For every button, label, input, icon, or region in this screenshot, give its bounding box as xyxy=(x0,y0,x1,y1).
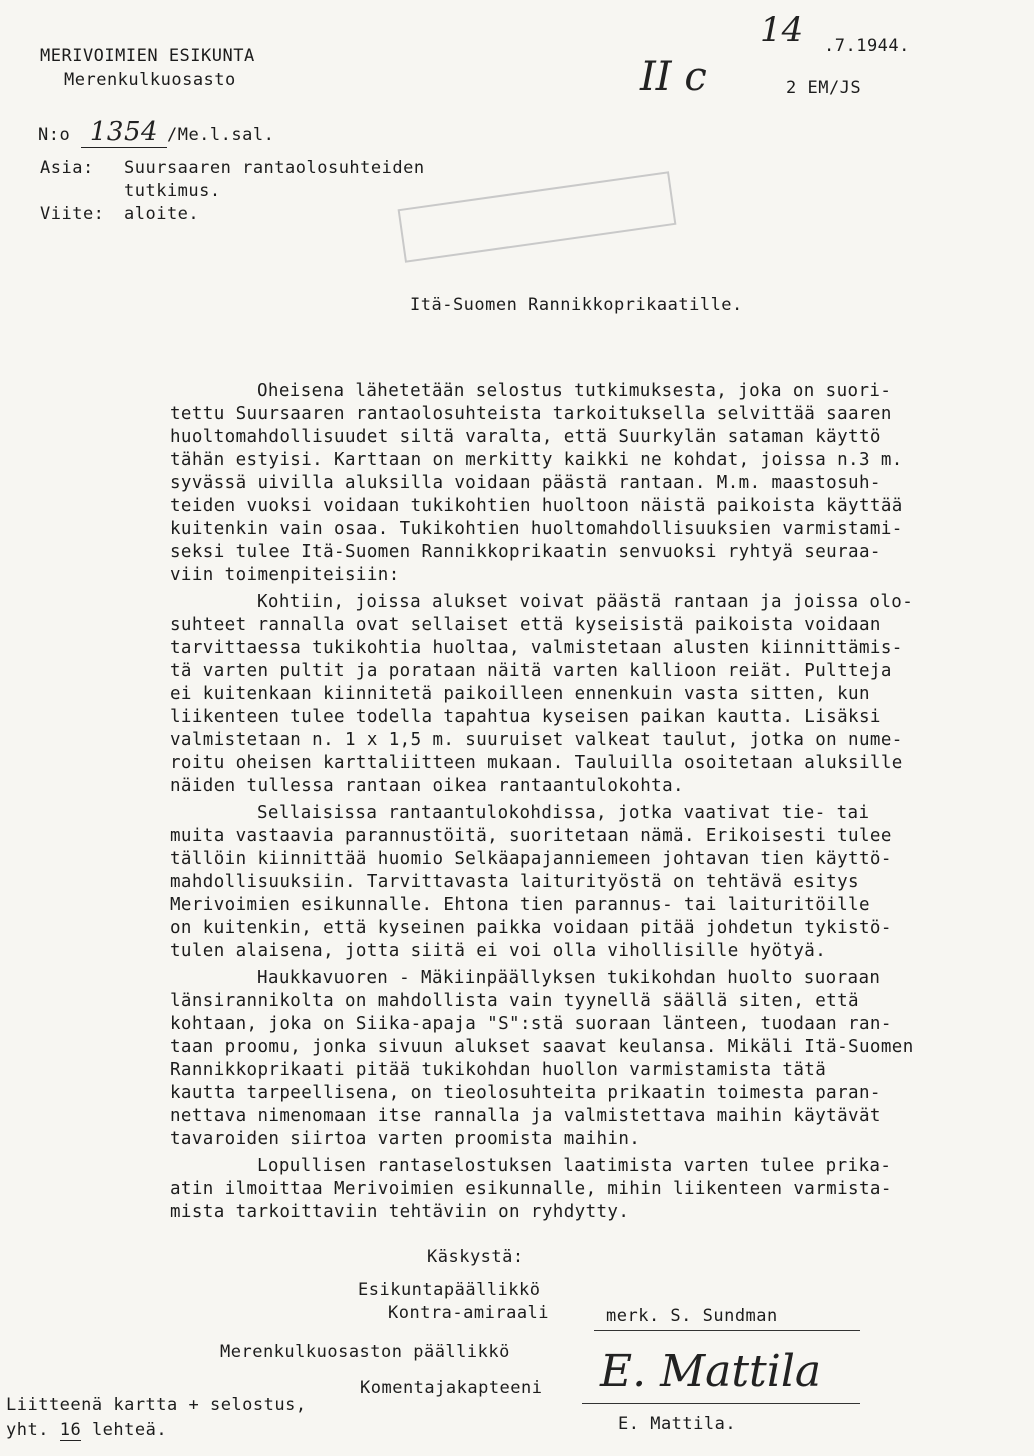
body-line: liikenteen tulee todella tapahtua kyseisen paikan kautta. Lisäksi xyxy=(170,707,881,727)
body-line: syvässä uivilla aluksilla voidaan päästä rantaan. M.m. maastosuh- xyxy=(170,473,881,493)
body-line: tähän estyisi. Karttaan on merkitty kaikki ne kohdat, joissa n.3 m. xyxy=(170,450,903,470)
mattila-typed: E. Mattila. xyxy=(618,1414,737,1434)
viite-value: aloite. xyxy=(124,204,200,224)
kontra-amiraali: Kontra-amiraali xyxy=(388,1303,550,1323)
kaskysta: Käskystä: xyxy=(427,1247,524,1267)
body-line: Kohtiin, joissa alukset voivat päästä rantaan ja joissa olo- xyxy=(257,592,914,612)
body-line: seksi tulee Itä-Suomen Rannikkoprikaatin senvuoksi ryhtyä seuraa- xyxy=(170,542,881,562)
attachment-line2 xyxy=(6,1420,167,1440)
asia-line1: Suursaaren rantaolosuhteiden xyxy=(124,158,425,178)
body-line: valmistetaan n. 1 x 1,5 m. suuruiset valkeat taulut, jotka on nume- xyxy=(170,730,903,750)
no-suffix: /Me.l.sal. xyxy=(166,125,275,145)
attachment-suffix: lehteä. xyxy=(91,1420,168,1440)
body-line: muita vastaavia parannustöitä, suoritetaan nämä. Erikoisesti tulee xyxy=(170,826,892,846)
body-line: Lopullisen rantaselostuksen laatimista varten tulee prika- xyxy=(257,1156,892,1176)
reference-number xyxy=(38,117,274,148)
merenkulku-paallikko: Merenkulkuosaston päällikkö xyxy=(220,1342,510,1362)
body-line: länsirannikolta on mahdollista vain tyynellä säällä siten, että xyxy=(170,991,859,1011)
no-prefix: N:o xyxy=(38,125,71,145)
org-name: MERIVOIMIEN ESIKUNTA xyxy=(40,46,255,66)
body-line: on kuitenkin, että kyseinen paikka voidaan pitää johdetun tykistö- xyxy=(170,918,892,938)
body-line: suhteet rannalla ovat sellaiset että kyseisistä paikoista voidaan xyxy=(170,615,881,635)
body-line: roitu oheisen karttaliitteen mukaan. Tauluilla osoitetaan aluksille xyxy=(170,753,903,773)
org-department: Merenkulkuosasto xyxy=(64,70,236,90)
body-line: Oheisena lähetetään selostus tutkimuksesta, joka on suori- xyxy=(257,381,892,401)
body-line: kuitenkin vain osaa. Tukikohtien huoltomahdollisuuksien varmistami- xyxy=(170,519,903,539)
body-line: nettava nimenomaan itse rannalla ja valmistettava maihin käytävät xyxy=(170,1106,881,1126)
body-line: ei kuitenkaan kiinnitetä paikoilleen ennenkuin vasta sitten, kun xyxy=(170,684,870,704)
no-handwritten: 1354 xyxy=(81,117,167,148)
body-line: kautta tarpeellisena, on tieolosuhteita prikaatin toimesta paran- xyxy=(170,1083,881,1103)
komentajakapteeni: Komentajakapteeni xyxy=(360,1378,543,1398)
asia-line2: tutkimus. xyxy=(124,181,221,201)
body-line: tällöin kiinnittää huomio Selkäapajanniemeen johtavan tien käyttö- xyxy=(170,849,892,869)
body-line: tettu Suursaaren rantaolosuhteista tarkoituksella selvittää saaren xyxy=(170,404,892,424)
body-line: viin toimenpiteisiin: xyxy=(170,565,400,585)
body-line: taan proomu, jonka sivuun alukset saavat keulansa. Mikäli Itä-Suomen xyxy=(170,1037,914,1057)
mattila-handwritten-signature: E. Mattila xyxy=(600,1346,822,1397)
body-line: Merivoimien esikunnalle. Ehtona tien parannus- tai laituritöille xyxy=(170,895,870,915)
sundman-signature: merk. S. Sundman xyxy=(606,1306,778,1326)
body-line: mahdollisuuksiin. Tarvittavasta laiturityöstä on tehtävä esitys xyxy=(170,872,859,892)
body-line: näiden tullessa rantaan oikea rantaantulokohta. xyxy=(170,776,684,796)
body-line: mista tarkoittaviin tehtäviin on ryhdytty. xyxy=(170,1202,630,1222)
attachment-count: 16 xyxy=(59,1420,82,1440)
office-code: 2 EM/JS xyxy=(786,78,862,98)
date-typed: .7.1944. xyxy=(824,36,910,56)
body-line: kohtaan, joka on Siika-apaja "S":stä suoraan länteen, tuodaan ran- xyxy=(170,1014,892,1034)
body-line: huoltomahdollisuudet siltä varalta, että Suurkylän sataman käyttö xyxy=(170,427,881,447)
body-line: Sellaisissa rantaantulokohdissa, jotka vaativat tie- tai xyxy=(257,803,870,823)
attachment-prefix: yht. xyxy=(6,1420,49,1440)
body-line: tavaroiden siirtoa varten proomista maihin. xyxy=(170,1129,641,1149)
body-line: tulen alaisena, jotta siitä ei voi olla vihollisille hyötyä. xyxy=(170,941,827,961)
addressee: Itä-Suomen Rannikkoprikaatille. xyxy=(410,295,743,315)
office-handwritten: II c xyxy=(640,54,707,100)
esikuntapaallikko: Esikuntapäällikkö xyxy=(358,1280,541,1300)
signature-line-sundman xyxy=(594,1330,860,1331)
body-line: Haukkavuoren - Mäkiinpäällyksen tukikohdan huolto suoraan xyxy=(257,968,881,988)
body-line: atin ilmoittaa Merivoimien esikunnalle, mihin liikenteen varmista- xyxy=(170,1179,892,1199)
faint-stamp xyxy=(398,171,677,263)
body-line: tä varten pultit ja porataan näitä varten kallioon reiät. Pultteja xyxy=(170,661,892,681)
body-line: teiden vuoksi voidaan tukikohtien huoltoon näistä paikoista käyttää xyxy=(170,496,903,516)
signature-line-mattila xyxy=(582,1403,860,1404)
body-line: tarvittaessa tukikohtia huoltaa, valmistetaan alusten kiinnittämis- xyxy=(170,638,903,658)
date-handwritten-day: 14 xyxy=(760,10,804,50)
viite-label: Viite: xyxy=(40,204,105,224)
body-line: Rannikkoprikaati pitää tukikohdan huollon varmistamista tätä xyxy=(170,1060,827,1080)
attachment-line1: Liitteenä kartta + selostus, xyxy=(6,1395,307,1415)
asia-label: Asia: xyxy=(40,158,94,178)
